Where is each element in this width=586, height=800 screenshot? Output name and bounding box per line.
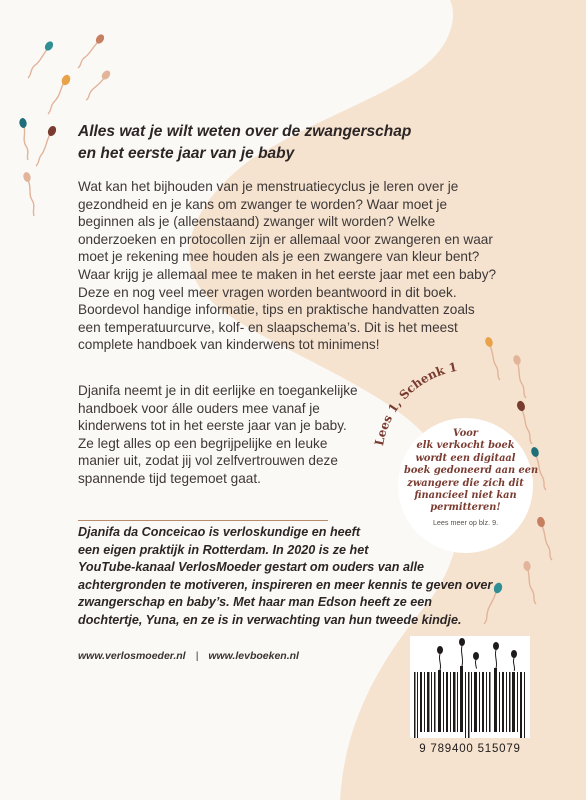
website-links (78, 650, 299, 662)
text-line: beginnen als je (alleenstaand) zwanger wilt worden? Welke (78, 214, 436, 230)
text-line: Wat kan het bijhouden van je menstruatiecyclus je leren over je (78, 179, 459, 194)
text-line: kinderwens tot in het eerste jaar van je baby. (78, 418, 347, 434)
description-paragraph-2 (78, 382, 358, 488)
sperm-icon (28, 40, 55, 78)
text-line: complete handboek van kinderwens tot minimens! (78, 337, 380, 353)
bio-line: zwangerschap en baby’s. Met haar man Edson heeft ze een (78, 595, 432, 610)
text-line: spannende tijd tegemoet gaat. (78, 470, 261, 486)
sperm-icon (86, 69, 112, 100)
sperm-icon (78, 33, 106, 68)
section-divider (78, 520, 328, 521)
badge-line: zwangere die zich dit (407, 477, 524, 489)
badge-arc-text: Lees 1, Schenk 1 (372, 359, 459, 447)
badge-read-more: Lees meer op blz. 9. (432, 518, 499, 527)
sperm-icon (48, 73, 72, 114)
bio-line: Djanifa da Conceicao is verloskundige en heeft (78, 525, 361, 539)
text-line: onderzoeken en protocollen zijn er allemaal voor zwangeren en waar (78, 231, 493, 247)
badge-line: elk verkocht boek (416, 440, 515, 452)
website-link-verlosmoeder[interactable]: www.verlosmoeder.nl (78, 650, 186, 662)
text-line: Deze en nog veel meer vragen worden beantwoord in dit boek. (78, 284, 457, 300)
barcode (410, 636, 530, 738)
badge-line: financieel niet kan (414, 490, 517, 502)
barcode-area (410, 636, 530, 756)
bio-line: dochtertje, Yuna, en ze is in verwachting van hun tweede kindje. (78, 612, 462, 627)
text-line: Ze legt alles op een begrijpelijke en leuke (78, 435, 328, 451)
text-line: Waar krijg je allemaal mee te maken in het eerste jaar met een baby? (78, 266, 497, 282)
sperm-icon (523, 560, 536, 604)
bio-line: achtergronden te motiveren, inspireren en meer kennis te geven over (78, 577, 493, 592)
sperm-icon (19, 117, 28, 160)
bio-line: een eigen praktijk in Rotterdam. In 2020 is ze het (78, 542, 369, 557)
text-line: Boordevol handige informatie, tips en praktische handvatten zoals (78, 302, 475, 318)
text-line: Djanifa neemt je in dit eerlijke en toegankelijke (78, 383, 358, 398)
website-link-levboeken[interactable]: www.levboeken.nl (208, 650, 299, 662)
text-line: een temperatuurcurve, kolf- en slaapschema’s. Dit is het meest (78, 319, 458, 335)
text-line: moet je rekening mee houden als je een zwangere van kleur bent? (78, 249, 480, 265)
description-paragraph-1 (78, 178, 496, 354)
text-line: gezondheid en je kans om zwanger te worden? Waar moet je (78, 196, 448, 212)
tagline-line: Alles wat je wilt weten over de zwangerschap (78, 123, 412, 140)
sperm-icon (36, 125, 58, 166)
text-line: handboek voor álle ouders mee vanaf je (78, 400, 320, 416)
badge-line: permitteren! (430, 502, 501, 514)
sperm-icon (22, 171, 34, 216)
text-line: manier uit, zodat jij vol zelfvertrouwen deze (78, 453, 338, 469)
badge-line: boek gedoneerd aan een (404, 465, 539, 477)
isbn-number: 9 789400 515079 (419, 743, 521, 755)
bio-line: YouTube-kanaal VerlosMoeder gestart om ouders van alle (78, 560, 424, 575)
tagline (78, 121, 498, 165)
link-separator: | (195, 650, 199, 662)
badge-message (404, 428, 539, 515)
badge-line: Voor (453, 428, 478, 439)
tagline-line: en het eerste jaar van je baby (78, 145, 295, 162)
badge-line: wordt een digitaal (415, 452, 516, 464)
